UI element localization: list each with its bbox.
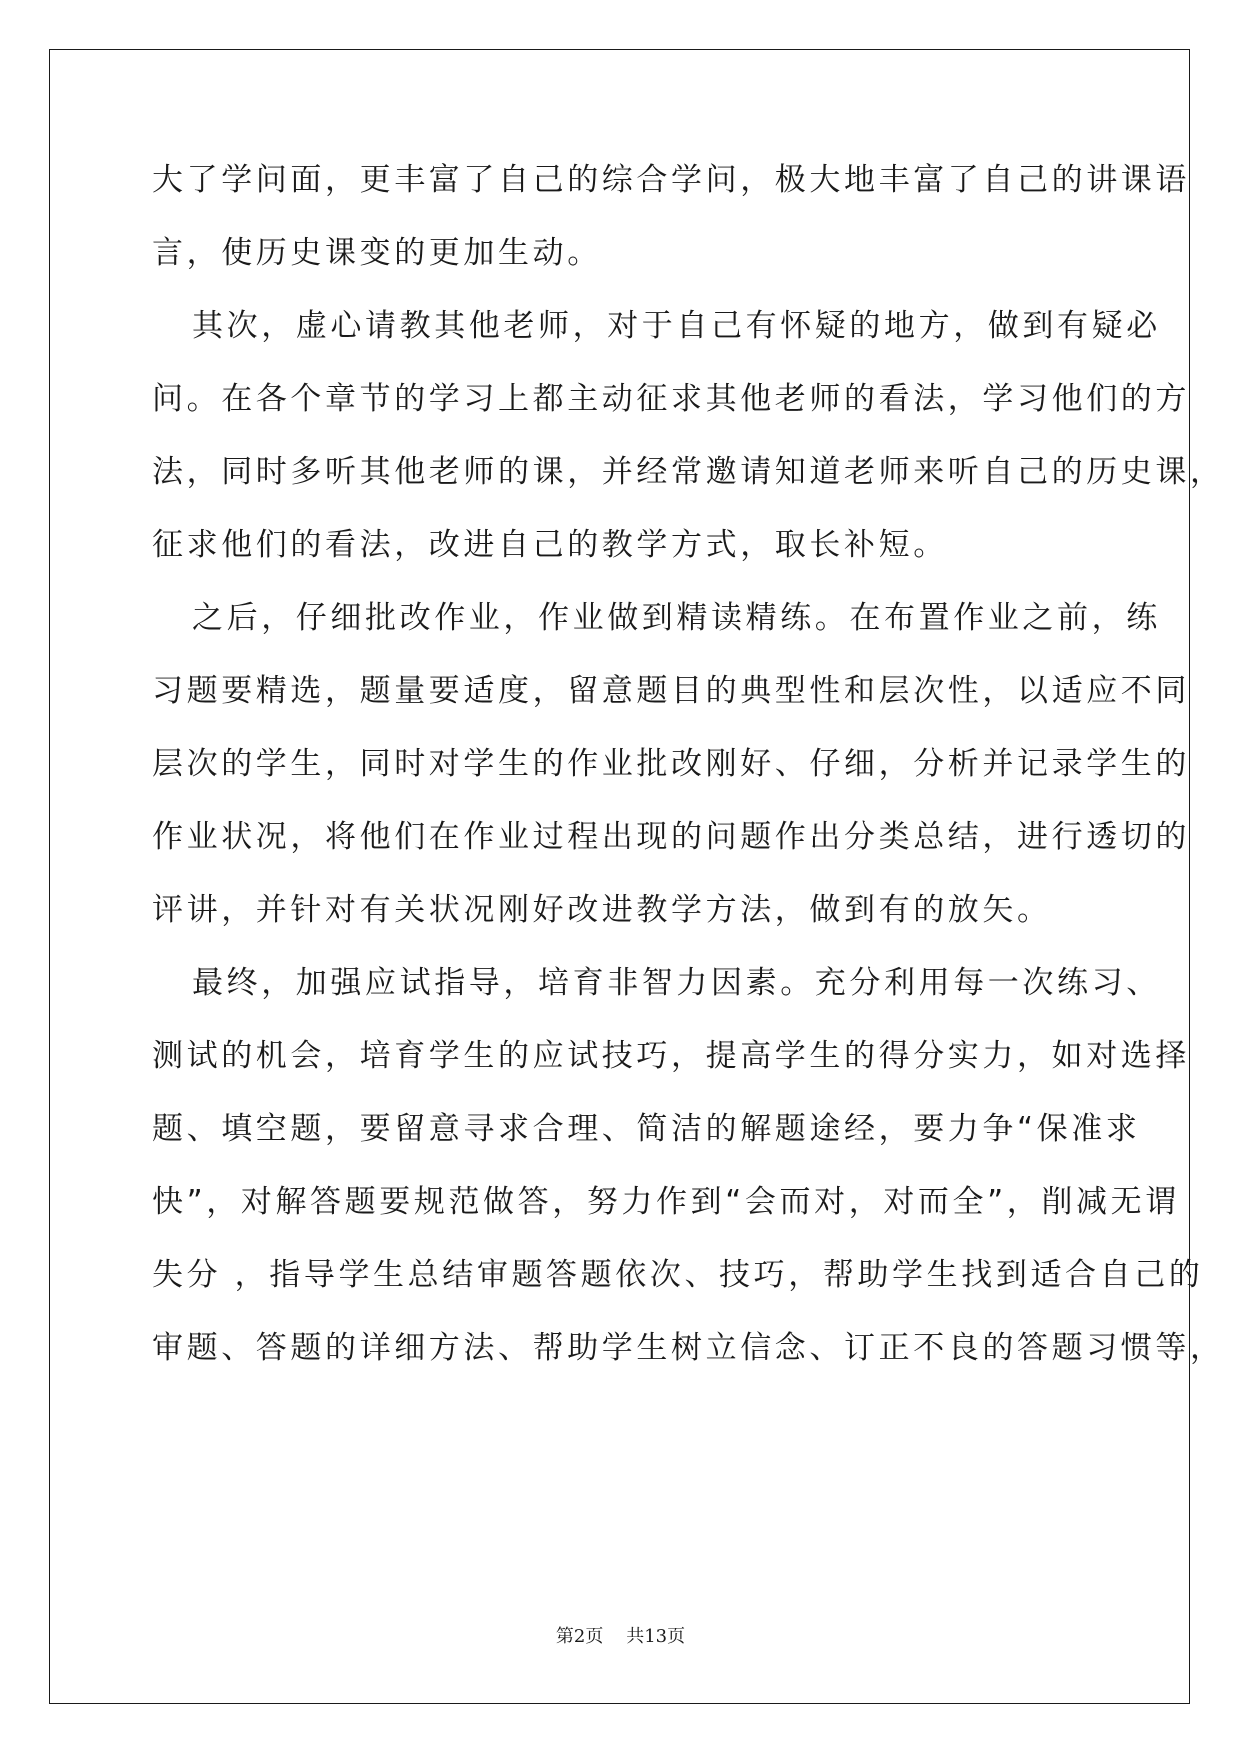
paragraph-first-line: 之后，仔细批改作业，作业做到精读精练。在布置作业之前，练: [192, 600, 1161, 636]
paragraph-first-line: 最终，加强应试指导，培育非智力因素。充分利用每一次练习、: [192, 965, 1161, 1001]
text-line: 征求他们的看法，改进自己的教学方式，取长补短。: [152, 527, 948, 563]
text-line: 法，同时多听其他老师的课，并经常邀请知道老师来听自己的历史课，: [152, 454, 1225, 490]
text-line: 快”，对解答题要规范做答，努力作到“会而对，对而全”，削减无谓: [152, 1184, 1180, 1220]
text-line: 评讲，并针对有关状况刚好改进教学方法，做到有的放矢。: [152, 892, 1052, 928]
text-line: 言，使历史课变的更加生动。: [152, 235, 602, 271]
text-line: 层次的学生，同时对学生的作业批改刚好、仔细，分析并记录学生的: [152, 746, 1190, 782]
text-line: 问。在各个章节的学习上都主动征求其他老师的看法，学习他们的方: [152, 381, 1190, 417]
text-line: 作业状况，将他们在作业过程出现的问题作出分类总结，进行透切的: [152, 819, 1190, 855]
page-footer: [0, 1622, 1241, 1648]
text-line: 习题要精选，题量要适度，留意题目的典型性和层次性，以适应不同: [152, 673, 1190, 709]
text-line: 测试的机会，培育学生的应试技巧，提高学生的得分实力，如对选择: [152, 1038, 1190, 1074]
paragraph-first-line: 其次，虚心请教其他老师，对于自己有怀疑的地方，做到有疑必: [192, 308, 1161, 344]
text-line: 题、填空题，要留意寻求合理、简洁的解题途经，要力争“保准求: [152, 1111, 1141, 1147]
page-total: 共13页: [626, 1626, 686, 1647]
page-number: 第2页: [555, 1626, 604, 1647]
text-line: 大了学问面，更丰富了自己的综合学问，极大地丰富了自己的讲课语: [152, 162, 1190, 198]
text-line: 失分 ，指导学生总结审题答题依次、技巧，帮助学生找到适合自己的: [152, 1257, 1204, 1293]
text-line: 审题、答题的详细方法、帮助学生树立信念、订正不良的答题习惯等，: [152, 1330, 1225, 1366]
page-border: [49, 49, 1190, 1704]
